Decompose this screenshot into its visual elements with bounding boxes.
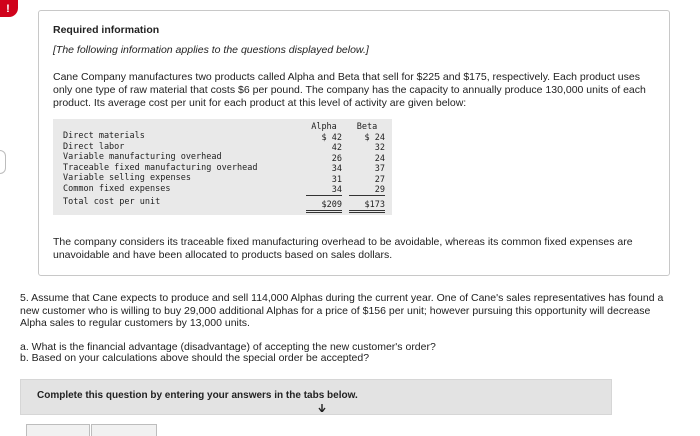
alpha-cell: 31	[331, 174, 342, 185]
question-text: 5. Assume that Cane expects to produce and sell 114,000 Alphas during the current year. One of Cane's sales representatives has found a new customer who is willing to buy 29,000 additional Alphas for a price of $156 per unit; however pursuing this opportunity will decrease Alpha sales to regular customers by 13,000 units.	[20, 292, 664, 329]
beta-column	[349, 122, 385, 213]
sub-question-b: b. Based on your calculations above should the special order be accepted?	[20, 352, 370, 364]
beta-cell: 24	[374, 153, 385, 164]
info-title: Required information	[53, 24, 160, 36]
alpha-cell: 26	[331, 153, 342, 164]
row-label: Variable selling expenses	[63, 173, 191, 183]
required-information-panel	[38, 10, 670, 276]
row-label: Variable manufacturing overhead	[63, 152, 222, 162]
row-label: Traceable fixed manufacturing overhead	[63, 162, 258, 173]
cursor-icon	[318, 404, 326, 412]
row-label: Direct labor	[63, 141, 125, 152]
beta-total: $173	[349, 199, 385, 213]
info-paragraph: Cane Company manufactures two products called Alpha and Beta that sell for $225 and $175, respectively. Each product uses only one type of raw material that costs $6 per pound. The company has the capacity to annually produce 130,000 units of each product. Its average cost per unit for each product at this level of activity are given below:	[53, 71, 646, 109]
beta-cell: 29	[349, 185, 385, 196]
row-label: Direct materials	[63, 131, 145, 141]
alpha-cell: 34	[331, 164, 342, 174]
beta-cell: 27	[374, 174, 385, 185]
alpha-cell: $ 42	[321, 132, 342, 143]
alpha-header: Alpha	[311, 122, 337, 132]
alpha-cell: 34	[306, 185, 342, 196]
row-label: Common fixed expenses	[63, 183, 171, 194]
side-handle[interactable]	[0, 150, 6, 174]
info-paragraph-2: The company considers its traceable fixed manufacturing overhead to be avoidable, whereas its common fixed expenses are unavoidable and have been allocated to products based on sales dollars.	[53, 236, 633, 261]
instruction-banner	[20, 379, 612, 415]
sub-question-a: a. What is the financial advantage (disadvantage) of accepting the new customer's order?	[20, 341, 436, 353]
total-label: Total cost per unit	[63, 197, 161, 207]
beta-cell: 37	[374, 164, 385, 174]
alpha-cell: 42	[331, 143, 342, 153]
tab-required-b[interactable]	[91, 424, 157, 436]
unit-cost-table	[53, 119, 392, 215]
row-labels	[63, 131, 257, 208]
alpha-total: $209	[306, 199, 342, 213]
info-note: [The following information applies to the questions displayed below.]	[53, 44, 369, 56]
beta-cell: 32	[374, 143, 385, 153]
alpha-column	[306, 122, 342, 213]
instruction-text: Complete this question by entering your answers in the tabs below.	[37, 390, 358, 401]
alert-icon: !	[0, 0, 18, 17]
beta-header: Beta	[356, 122, 378, 132]
tab-required-a[interactable]	[26, 424, 90, 436]
beta-cell: $ 24	[364, 132, 385, 143]
